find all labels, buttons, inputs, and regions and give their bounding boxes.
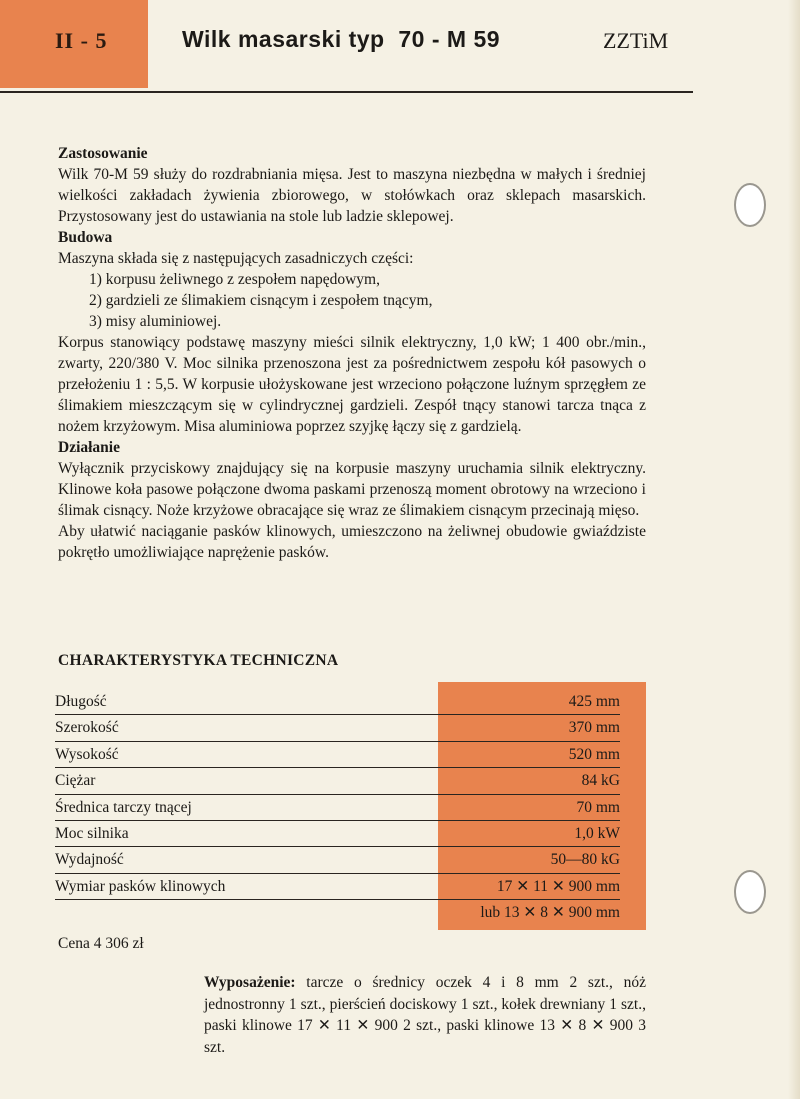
- table-row: [55, 715, 620, 741]
- spec-label: Ciężar: [55, 772, 96, 790]
- equipment-text: tarcze o średnicy oczek 4 i 8 mm 2 szt., nóż jednostronny 1 szt., pierścień dociskowy 1 szt., kołek drewniany 1 szt., paski klinowe 17 ✕ 11 ✕ 900 2 szt., paski klinowe 13 ✕ 8 ✕ 900 3 szt.: [204, 974, 646, 1056]
- table-row: [55, 768, 620, 794]
- spec-value: 1,0 kW: [574, 824, 620, 842]
- description-body: [58, 143, 646, 563]
- spec-value: 50—80 kG: [550, 851, 620, 869]
- section-heading-application: Zastosowanie: [58, 145, 148, 162]
- table-row: [55, 742, 620, 768]
- section-heading-construction: Budowa: [58, 229, 113, 246]
- spec-value: 520 mm: [568, 745, 620, 763]
- operation-text-2: Aby ułatwić naciąganie pasków klinowych, umieszczono na żeliwnej obudowie gwiaździste pokrętło umożliwiające naprężenie pasków.: [58, 523, 646, 561]
- spec-value: 70 mm: [576, 798, 620, 816]
- spec-label: Średnica tarczy tnącej: [55, 798, 192, 816]
- construction-intro: Maszyna składa się z następujących zasadniczych części:: [58, 250, 414, 267]
- spec-value: 370 mm: [568, 719, 620, 737]
- spec-label: Wysokość: [55, 745, 119, 763]
- spec-value: 84 kG: [581, 772, 620, 790]
- table-row: [55, 821, 620, 847]
- punch-hole-bottom: [734, 870, 766, 914]
- table-row: [55, 874, 620, 900]
- equipment-label: Wyposażenie:: [204, 974, 307, 991]
- spec-label: Wydajność: [55, 851, 124, 869]
- punch-hole-top: [734, 183, 766, 227]
- header-code-box: [0, 0, 148, 88]
- price-text: Cena 4 306 zł: [58, 935, 144, 952]
- spec-label: Szerokość: [55, 719, 119, 737]
- table-row: [55, 847, 620, 873]
- header-rule: [0, 91, 693, 93]
- spec-label: Moc silnika: [55, 824, 129, 842]
- header-brand: ZZTiM: [603, 28, 669, 53]
- list-item: 2) gardzieli ze ślimakiem cisnącym i zespołem tnącym,: [89, 292, 433, 309]
- technical-heading: CHARAKTERYSTYKA TECHNICZNA: [58, 652, 339, 669]
- table-row: [55, 689, 620, 715]
- list-item: 3) misy aluminiowej.: [89, 313, 222, 330]
- spec-value: 425 mm: [568, 693, 620, 710]
- header-code: II - 5: [55, 28, 108, 53]
- equipment-block: [204, 972, 646, 1058]
- technical-table: [55, 689, 620, 926]
- spec-label: Wymiar pasków klinowych: [55, 877, 226, 895]
- construction-parts-list: [58, 269, 646, 332]
- table-row: [55, 795, 620, 821]
- operation-text: Wyłącznik przyciskowy znajdujący się na korpusie maszyny uruchamia silnik elektryczny. Klinowe koła pasowe połączone dwoma paskami przenoszą moment obrotowy na wrzeciono i ślimak cisnący. Noże krzyżowe obracające się wraz ze ślimakiem cisnącym przecinają mięso.: [58, 460, 646, 519]
- section-heading-operation: Działanie: [58, 439, 120, 456]
- page-title: Wilk masarski typ 70 - M 59: [182, 26, 501, 52]
- page-edge: [788, 0, 800, 1099]
- list-item: 1) korpusu żeliwnego z zespołem napędowym,: [89, 271, 380, 288]
- spec-value: 17 ✕ 11 ✕ 900 mm: [496, 877, 620, 895]
- spec-value: lub 13 ✕ 8 ✕ 900 mm: [480, 904, 620, 922]
- table-row: [55, 900, 620, 925]
- application-text: Wilk 70-M 59 służy do rozdrabniania mięsa. Jest to maszyna niezbędna w małych i średniej wielkości zakładach żywienia zbiorowego, w stołówkach oraz sklepach masarskich. Przystosowany jest do ustawiania na stole lub ladzie sklepowej.: [58, 166, 646, 225]
- spec-label: Długość: [55, 693, 107, 710]
- construction-text: Korpus stanowiący podstawę maszyny mieści silnik elektryczny, 1,0 kW; 1 400 obr./min., zwarty, 220/380 V. Moc silnika przenoszona jest za pośrednictwem zespołu kół pasowych o przełożeniu 1 : 5,5. W korpusie ułożyskowane jest wrzeciono połączone luźnym sprzęgłem ze ślimakiem mieszczącym się w cylindrycznej gardzieli. Zespół tnący stanowi tarcza tnąca z nożem krzyżowym. Misa aluminiowa poprzez szyjkę łączy się z gardzielą.: [58, 334, 646, 435]
